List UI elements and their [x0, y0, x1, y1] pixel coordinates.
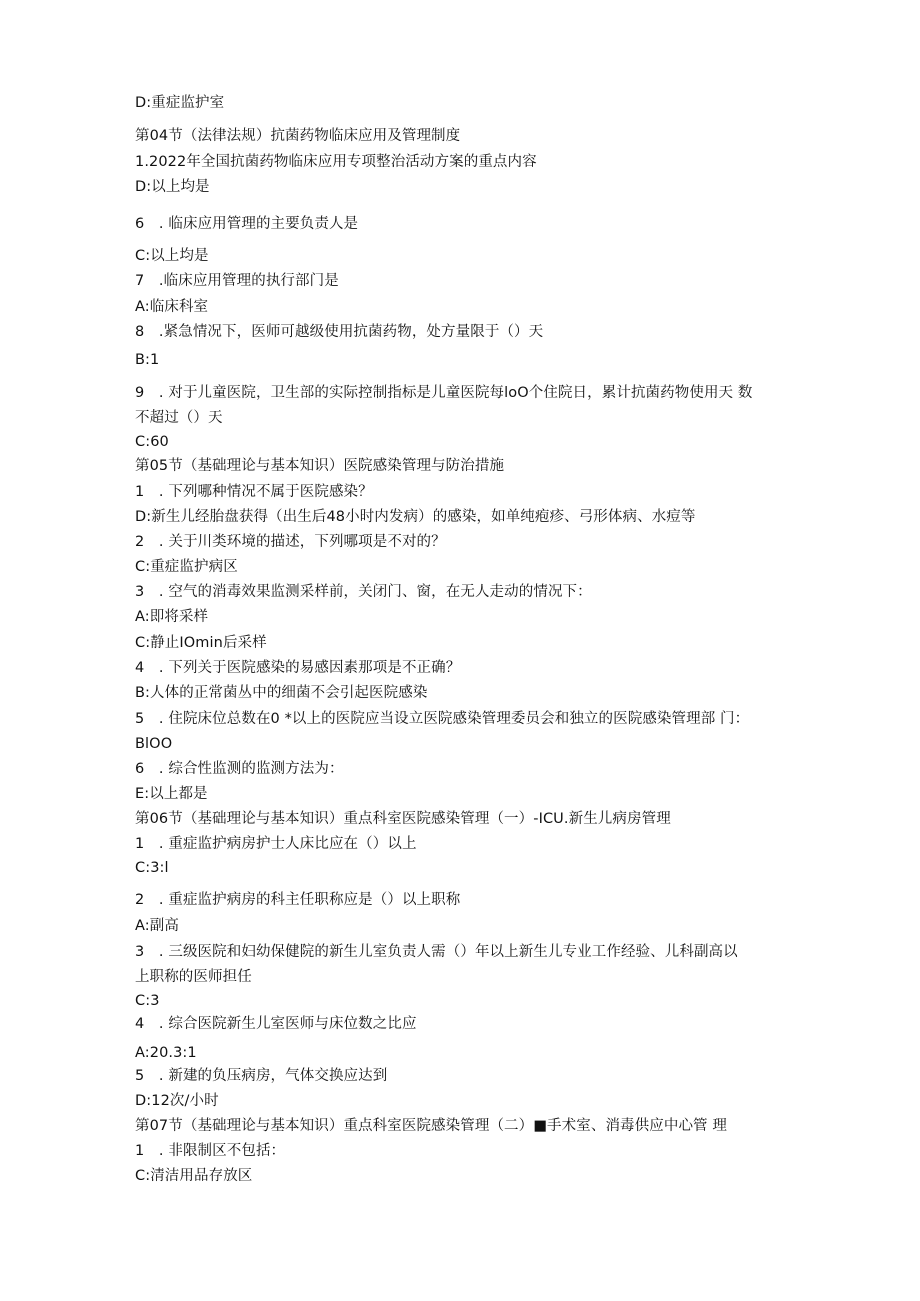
question-line: 4 . 综合医院新生儿室医师与床位数之比应 — [135, 1016, 417, 1032]
question-line: 6 . 临床应用管理的主要负责人是 — [135, 216, 359, 232]
answer-line: C:3:l — [135, 860, 169, 876]
question-line: 2 . 重症监护病房的科主任职称应是（）以上职称 — [135, 892, 461, 908]
question-line: 5 . 新建的负压病房，气体交换应达到 — [135, 1068, 388, 1084]
section-heading: 第06节（基础理论与基本知识）重点科室医院感染管理（一）-ICU.新生儿病房管理 — [135, 811, 671, 827]
answer-line: C:以上均是 — [135, 248, 209, 264]
answer-line: D:新生儿经胎盘获得（出生后48小时内发病）的感染，如单纯疱疹、弓形体病、水痘等 — [135, 509, 696, 525]
section-heading: 第04节（法律法规）抗菌药物临床应用及管理制度 — [135, 128, 461, 144]
answer-line: D:以上均是 — [135, 179, 210, 195]
question-line: 8 .紧急情况下，医师可越级使用抗菌药物，处方量限于（）天 — [135, 324, 544, 340]
answer-line: BlOO — [135, 736, 173, 752]
question-line-continued: 上职称的医师担任 — [135, 969, 252, 985]
answer-line: C:重症监护病区 — [135, 559, 238, 575]
text-line: D:重症监护室 — [135, 95, 225, 111]
answer-line: A:20.3:1 — [135, 1045, 197, 1061]
question-line: 3 . 三级医院和妇幼保健院的新生儿室负责人需（）年以上新生儿专业工作经验、儿科副高以 — [135, 944, 738, 960]
question-line: 1 . 下列哪种情况不属于医院感染？ — [135, 484, 373, 500]
question-line: 3 . 空气的消毒效果监测采样前，关闭门、窗，在无人走动的情况下： — [135, 584, 592, 600]
question-line: 1 . 非限制区不包括： — [135, 1143, 286, 1159]
question-line-continued: 不超过（）天 — [135, 410, 223, 426]
section-heading: 第07节（基础理论与基本知识）重点科室医院感染管理（二）■手术室、消毒供应中心管 理 — [135, 1118, 727, 1134]
question-line: 1 . 重症监护病房护士人床比应在（）以上 — [135, 836, 417, 852]
answer-line: B:人体的正常菌丛中的细菌不会引起医院感染 — [135, 685, 428, 701]
question-line: 5 . 住院床位总数在0 *以上的医院应当设立医院感染管理委员会和独立的医院感染管理部 门： — [135, 711, 750, 727]
answer-line: B:1 — [135, 352, 160, 368]
question-line: 1.2022年全国抗菌药物临床应用专项整治活动方案的重点内容 — [135, 154, 537, 170]
answer-line: D:12次/小时 — [135, 1093, 219, 1109]
answer-line: A:临床科室 — [135, 299, 209, 315]
answer-line: A:即将采样 — [135, 609, 209, 625]
question-line: 7 .临床应用管理的执行部门是 — [135, 273, 339, 289]
question-line: 2 . 关于川类环境的描述，下列哪项是不对的？ — [135, 534, 446, 550]
answer-line: C:3 — [135, 993, 160, 1009]
section-heading: 第05节（基础理论与基本知识）医院感染管理与防治措施 — [135, 458, 505, 474]
question-line: 4 . 下列关于医院感染的易感因素那项是不正确？ — [135, 660, 461, 676]
question-line: 6 . 综合性监测的监测方法为： — [135, 761, 344, 777]
question-line: 9 . 对于儿童医院，卫生部的实际控制指标是儿童医院每loO个住院日，累计抗菌药物使用天 数 — [135, 385, 753, 401]
answer-line: C:60 — [135, 434, 169, 450]
answer-line: E:以上都是 — [135, 786, 208, 802]
answer-line: A:副高 — [135, 918, 179, 934]
answer-line: C:清洁用品存放区 — [135, 1168, 253, 1184]
answer-line: C:静止IOmin后采样 — [135, 635, 267, 651]
